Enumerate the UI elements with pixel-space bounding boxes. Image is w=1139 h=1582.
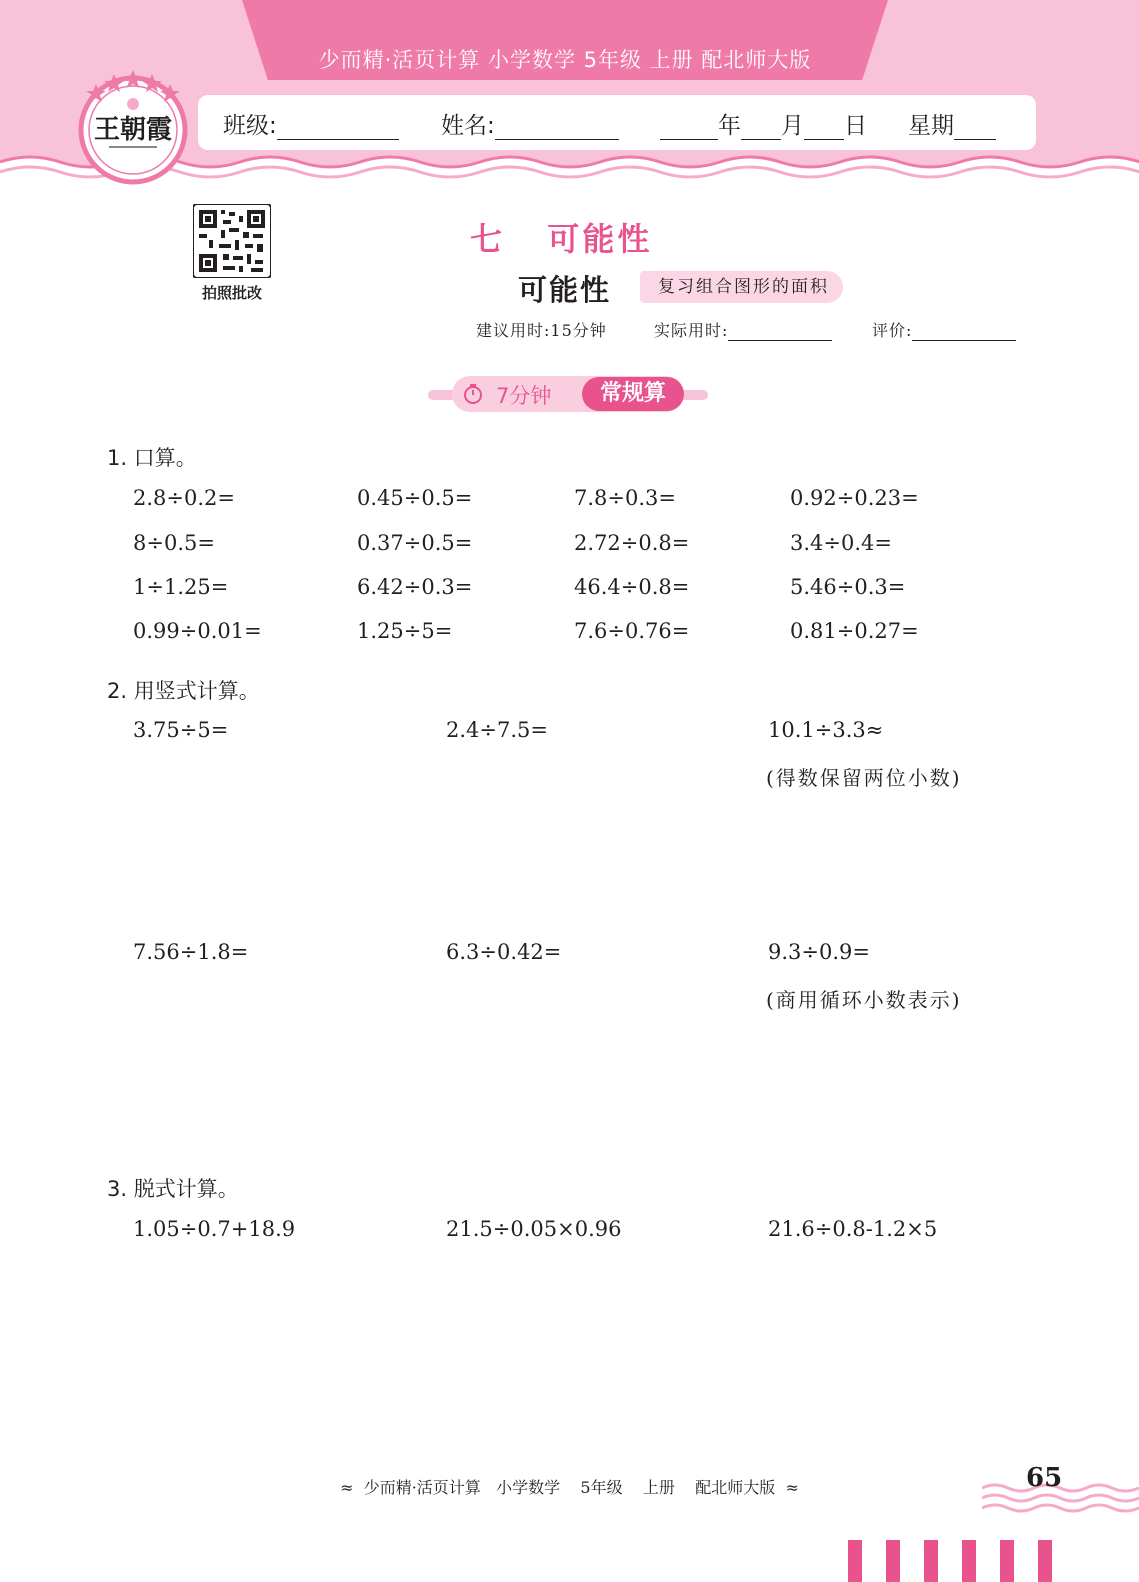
- q1-item: 0.99÷0.01=: [133, 619, 262, 643]
- q3-item: 1.05÷0.7+18.9: [133, 1217, 296, 1241]
- date-field[interactable]: 年 月 日: [660, 107, 867, 140]
- q2-item: 10.1÷3.3≈: [768, 718, 884, 742]
- q2-item: 9.3÷0.9=: [768, 940, 870, 964]
- series-title: 少而精·活页计算 小学数学 5年级 上册 配北师大版: [318, 48, 812, 72]
- stopwatch-icon: [462, 383, 484, 405]
- q3-item: 21.5÷0.05×0.96: [446, 1217, 622, 1241]
- q1-item: 8÷0.5=: [133, 531, 215, 555]
- lesson-title: 可能性: [518, 273, 612, 307]
- q1-item: 1.25÷5=: [357, 619, 453, 643]
- rating-field[interactable]: 评价:: [872, 318, 1016, 341]
- q1-heading: 1. 口算。: [107, 446, 197, 470]
- q1-item: 7.6÷0.76=: [574, 619, 690, 643]
- q1-item: 6.42÷0.3=: [357, 575, 473, 599]
- edge-stripe: [848, 1540, 862, 1582]
- timer-tag: 常规算: [582, 377, 684, 411]
- q2-item: 3.75÷5=: [133, 718, 229, 742]
- edge-stripe: [1038, 1540, 1052, 1582]
- edge-stripe: [1000, 1540, 1014, 1582]
- q2-item: 6.3÷0.42=: [446, 940, 562, 964]
- q2-heading: 2. 用竖式计算。: [107, 679, 260, 703]
- q1-item: 0.37÷0.5=: [357, 531, 473, 555]
- edge-stripe: [924, 1540, 938, 1582]
- footer-text: ≈ 少而精·活页计算 小学数学 5年级 上册 配北师大版 ≈: [340, 1478, 799, 1497]
- q2-item: 7.56÷1.8=: [133, 940, 249, 964]
- edge-stripe: [962, 1540, 976, 1582]
- q1-item: 2.8÷0.2=: [133, 486, 235, 510]
- weekday-field[interactable]: 星期: [908, 107, 996, 140]
- chapter-title: 七 可能性: [470, 220, 653, 258]
- name-field[interactable]: 姓名:: [441, 107, 619, 140]
- q1-item: 1÷1.25=: [133, 575, 229, 599]
- q2-note: (商用循环小数表示): [766, 988, 962, 1012]
- class-field[interactable]: 班级:: [223, 107, 399, 140]
- q3-heading: 3. 脱式计算。: [107, 1177, 239, 1201]
- svg-text:王朝霞: 王朝霞: [93, 115, 173, 145]
- page-number: 65: [1026, 1463, 1063, 1493]
- review-tag: 复习组合图形的面积: [640, 271, 843, 303]
- edge-stripe: [886, 1540, 900, 1582]
- q2-item: 2.4÷7.5=: [446, 718, 548, 742]
- q1-item: 2.72÷0.8=: [574, 531, 690, 555]
- actual-time-field[interactable]: 实际用时:: [654, 318, 832, 341]
- qr-code-icon[interactable]: [193, 204, 271, 278]
- qr-label: 拍照批改: [201, 284, 262, 302]
- brand-logo-icon: [76, 66, 191, 186]
- q1-item: 0.81÷0.27=: [790, 619, 919, 643]
- suggested-time: 建议用时:15分钟: [476, 321, 607, 340]
- q1-item: 0.92÷0.23=: [790, 486, 919, 510]
- q3-item: 21.6÷0.8-1.2×5: [768, 1217, 938, 1241]
- q1-item: 0.45÷0.5=: [357, 486, 473, 510]
- q1-item: 46.4÷0.8=: [574, 575, 690, 599]
- q1-item: 5.46÷0.3=: [790, 575, 906, 599]
- timer-minutes: 7分钟: [496, 384, 552, 408]
- q1-item: 3.4÷0.4=: [790, 531, 892, 555]
- q1-item: 7.8÷0.3=: [574, 486, 676, 510]
- q2-note: (得数保留两位小数): [766, 766, 962, 790]
